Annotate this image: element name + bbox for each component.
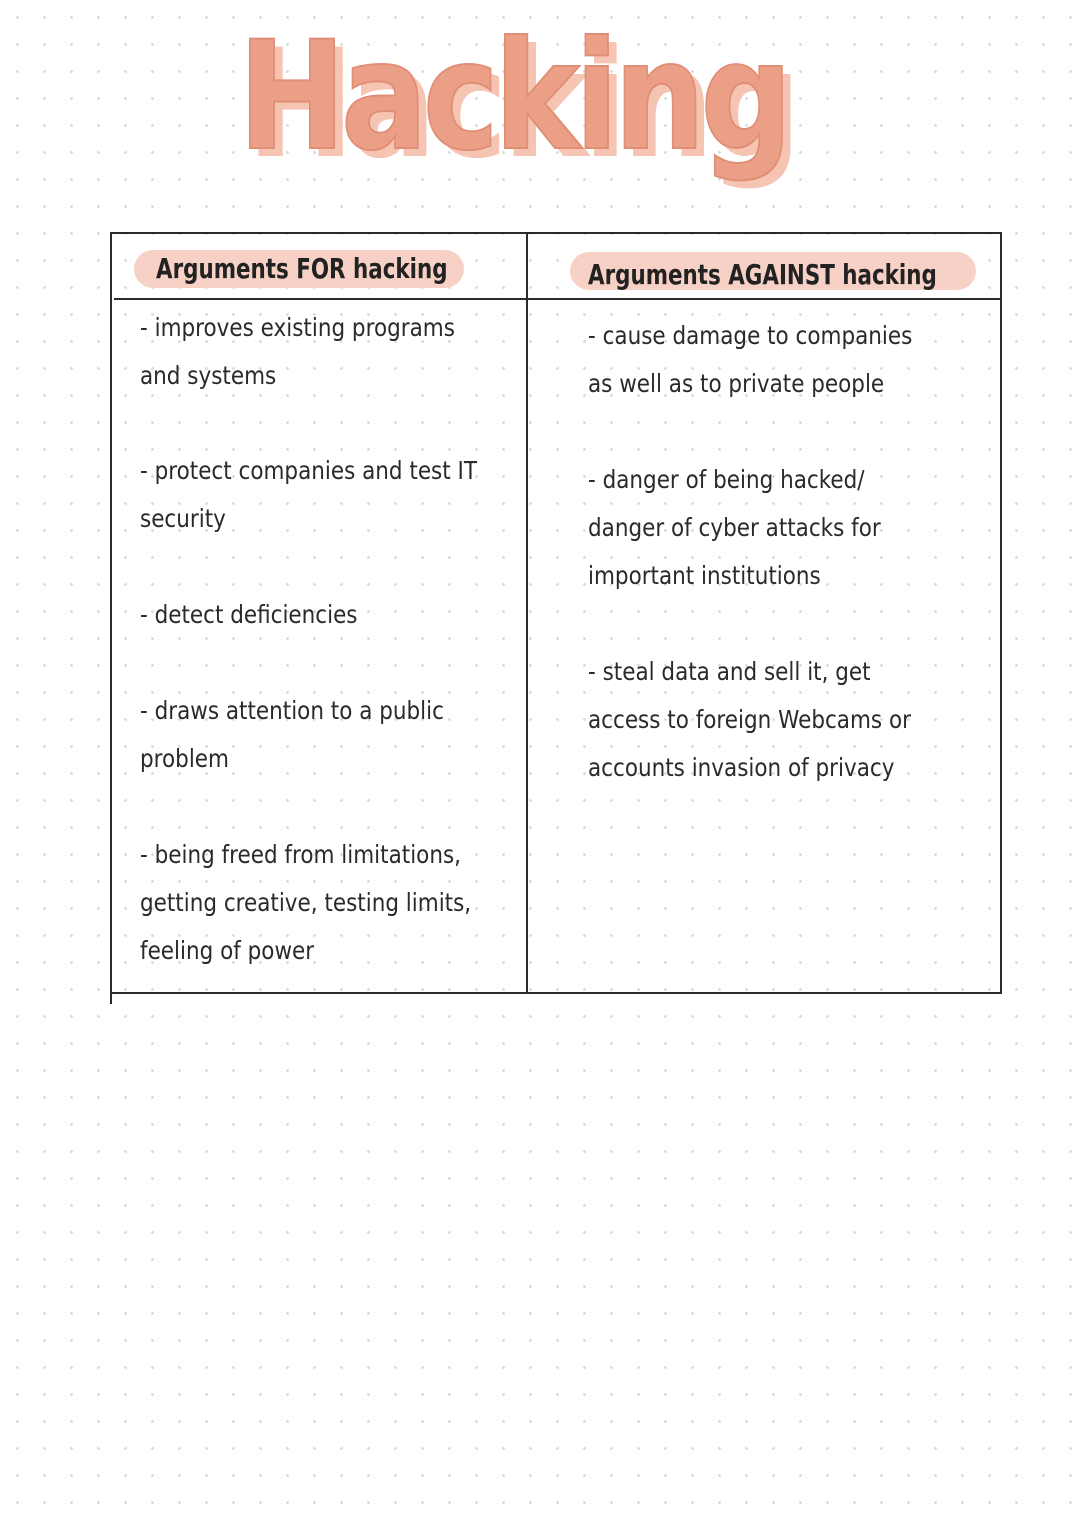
table-bottom-border: [110, 992, 1002, 994]
against-item-2: - danger of being hacked/ danger of cyber attacks for important institutions: [588, 465, 881, 590]
for-column-header: Arguments FOR hacking: [156, 252, 448, 285]
table-right-border: [1000, 232, 1002, 994]
table-header-divider: [114, 298, 1002, 300]
table-top-border: [110, 232, 1002, 234]
page-title: Hacking: [238, 10, 788, 184]
for-item-3: - detect deficiencies: [140, 600, 358, 629]
against-column-header: Arguments AGAINST hacking: [588, 258, 937, 291]
for-column: [140, 304, 520, 984]
arguments-table: [110, 232, 1002, 994]
for-item-2: - protect companies and test IT security: [140, 456, 477, 533]
table-left-border: [110, 232, 112, 1004]
against-item-3: - steal data and sell it, get access to foreign Webcams or accounts invasion of privacy: [588, 657, 911, 782]
for-item-1: - improves existing programs and systems: [140, 313, 455, 390]
for-item-5: - being freed from limitations, getting creative, testing limits, feeling of power: [140, 840, 472, 965]
for-item-4: - draws attention to a public problem: [140, 696, 444, 773]
against-item-1: - cause damage to companies as well as to private people: [588, 321, 913, 398]
against-column: [588, 312, 988, 992]
table-column-divider: [526, 232, 528, 994]
